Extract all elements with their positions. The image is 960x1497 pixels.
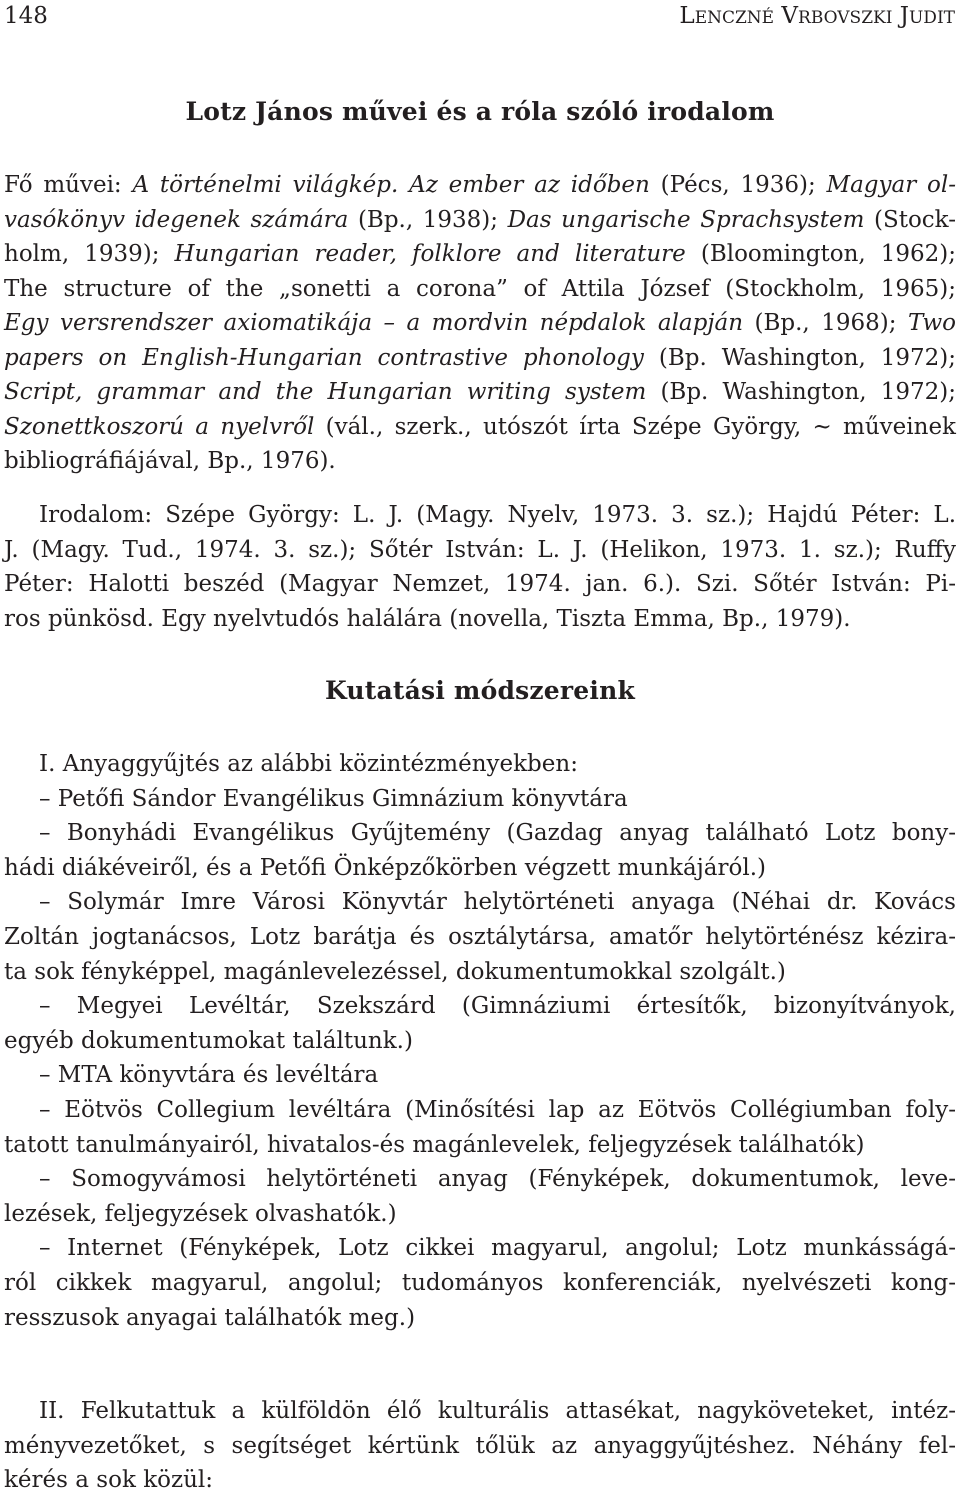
works-line: papers on English-Hungarian contrastive phonology (Bp. Washington, 1972);	[4, 344, 956, 371]
literature-line: ros pünkösd. Egy nyelvtudós halálára (novella, Tiszta Emma, Bp., 1979).	[4, 605, 851, 632]
methods-line: ról cikkek magyarul, angolul; tudományos konferenciák, nyelvészeti kong-	[4, 1270, 956, 1296]
running-author: LENCZNÉ VRBOVSZKI JUDIT	[679, 3, 955, 29]
section-title-methods: Kutatási módszereink	[325, 676, 635, 705]
works-line: Egy versrendszer axiomatikája – a mordvin népdalok alapján (Bp., 1968); Two	[4, 310, 956, 336]
works-line: Szonettkoszorú a nyelvről (vál., szerk., utószót írta Szépe György, ~ műveinek	[4, 413, 956, 440]
methods-line: I. Anyaggyűjtés az alábbi közintézményekben:	[39, 751, 578, 777]
running-header	[0, 0, 960, 40]
works-line: holm, 1939); Hungarian reader, folklore and literature (Bloomington, 1962);	[4, 241, 956, 267]
works-line: Fő művei: A történelmi világkép. Az ember az időben (Pécs, 1936); Magyar ol-	[4, 172, 956, 198]
methods-line: tatott tanulmányairól, hivatalos-és magánlevelek, feljegyzések találhatók)	[4, 1131, 865, 1158]
works-line: vasókönyv idegenek számára (Bp., 1938); Das ungarische Sprachsystem (Stock-	[4, 206, 956, 233]
methods-line: hádi diákéveiről, és a Petőfi Önképzőkörben végzett munkájáról.)	[4, 854, 766, 881]
part2-line: ményvezetőket, s segítséget kértünk tőlük az anyaggyűjtéshez. Néhány fel-	[4, 1432, 956, 1459]
works-line: The structure of the „sonetti a corona” of Attila József (Stockholm, 1965);	[4, 275, 956, 302]
methods-line: resszusok anyagai találhatók meg.)	[4, 1304, 416, 1331]
methods-line: lezések, feljegyzések olvashatók.)	[4, 1200, 397, 1227]
methods-line: – Petőfi Sándor Evangélikus Gimnázium könyvtára	[39, 785, 628, 812]
methods-line: ta sok fényképpel, magánlevelezéssel, dokumentumokkal szolgált.)	[4, 958, 786, 985]
literature-line: Péter: Halotti beszéd (Magyar Nemzet, 1974. jan. 6.). Szi. Sőtér István: Pi-	[4, 571, 956, 597]
methods-line: egyéb dokumentumokat találtunk.)	[4, 1027, 413, 1054]
methods-line: – Solymár Imre Városi Könyvtár helytörténeti anyaga (Néhai dr. Kovács	[39, 889, 956, 916]
part2-line: kérés a sok közül:	[4, 1467, 214, 1493]
methods-line: – Megyei Levéltár, Szekszárd (Gimnáziumi értesítők, bizonyítványok,	[39, 993, 956, 1020]
literature-line: Irodalom: Szépe György: L. J. (Magy. Nyelv, 1973. 3. sz.); Hajdú Péter: L.	[39, 502, 956, 528]
section-title-works: Lotz János művei és a róla szóló irodalom	[185, 97, 775, 126]
methods-line: – MTA könyvtára és levéltára	[39, 1062, 379, 1089]
methods-line: – Eötvös Collegium levéltára (Minősítési lap az Eötvös Collégiumban foly-	[39, 1097, 956, 1123]
works-line: bibliográfiájával, Bp., 1976).	[4, 448, 336, 474]
literature-line: J. (Magy. Tud., 1974. 3. sz.); Sőtér István: L. J. (Helikon, 1973. 1. sz.); Ruffy	[4, 536, 956, 563]
methods-line: – Somogyvámosi helytörténeti anyag (Fényképek, dokumentumok, leve-	[39, 1166, 956, 1193]
methods-line: – Bonyhádi Evangélikus Gyűjtemény (Gazdag anyag található Lotz bony-	[39, 820, 956, 847]
page-number: 148	[4, 3, 48, 29]
methods-line: Zoltán jogtanácsos, Lotz barátja és osztálytársa, amatőr helytörténész kézira-	[4, 924, 956, 950]
methods-line: – Internet (Fényképek, Lotz cikkei magyarul, angolul; Lotz munkásságá-	[39, 1235, 956, 1262]
part2-line: II. Felkutattuk a külföldön élő kulturális attasékat, nagyköveteket, intéz-	[39, 1398, 956, 1424]
works-line: Script, grammar and the Hungarian writing system (Bp. Washington, 1972);	[4, 379, 956, 405]
